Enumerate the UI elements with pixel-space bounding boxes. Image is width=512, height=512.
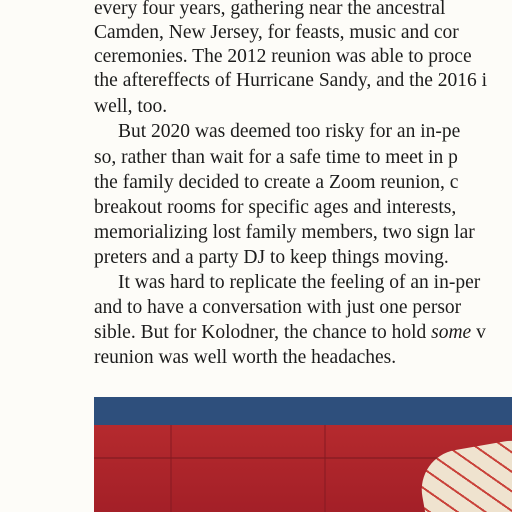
text-run: v: [471, 322, 486, 343]
text-line: But 2020 was deemed too risky for an in-pe: [118, 121, 461, 142]
text-line: the aftereffects of Hurricane Sandy, and the 2016 i: [94, 70, 488, 91]
text-line: memorializing lost family members, two sign lar: [94, 222, 475, 243]
text-line: so, rather than wait for a safe time to meet in p: [94, 147, 458, 168]
sofa-seam: [170, 425, 172, 512]
sofa-seam: [324, 425, 326, 512]
article-photo: [94, 397, 512, 512]
text-line: the family decided to create a Zoom reunion, c: [94, 172, 459, 193]
text-line: well, too.: [94, 96, 168, 117]
emphasis-word: some: [431, 322, 472, 343]
text-line: It was hard to replicate the feeling of an in-per: [118, 272, 481, 293]
text-line: reunion was well worth the headaches.: [94, 347, 397, 368]
text-line: ceremonies. The 2012 reunion was able to proce: [94, 46, 472, 67]
text-line: every four years, gathering near the ancestral: [94, 0, 446, 19]
text-line: Camden, New Jersey, for feasts, music and cor: [94, 22, 459, 43]
text-line: preters and a party DJ to keep things moving.: [94, 247, 449, 268]
text-line: and to have a conversation with just one persor: [94, 297, 462, 318]
text-line: [94, 320, 486, 345]
text-run: sible. But for Kolodner, the chance to hold: [94, 322, 432, 343]
text-line: breakout rooms for specific ages and interests,: [94, 197, 457, 218]
